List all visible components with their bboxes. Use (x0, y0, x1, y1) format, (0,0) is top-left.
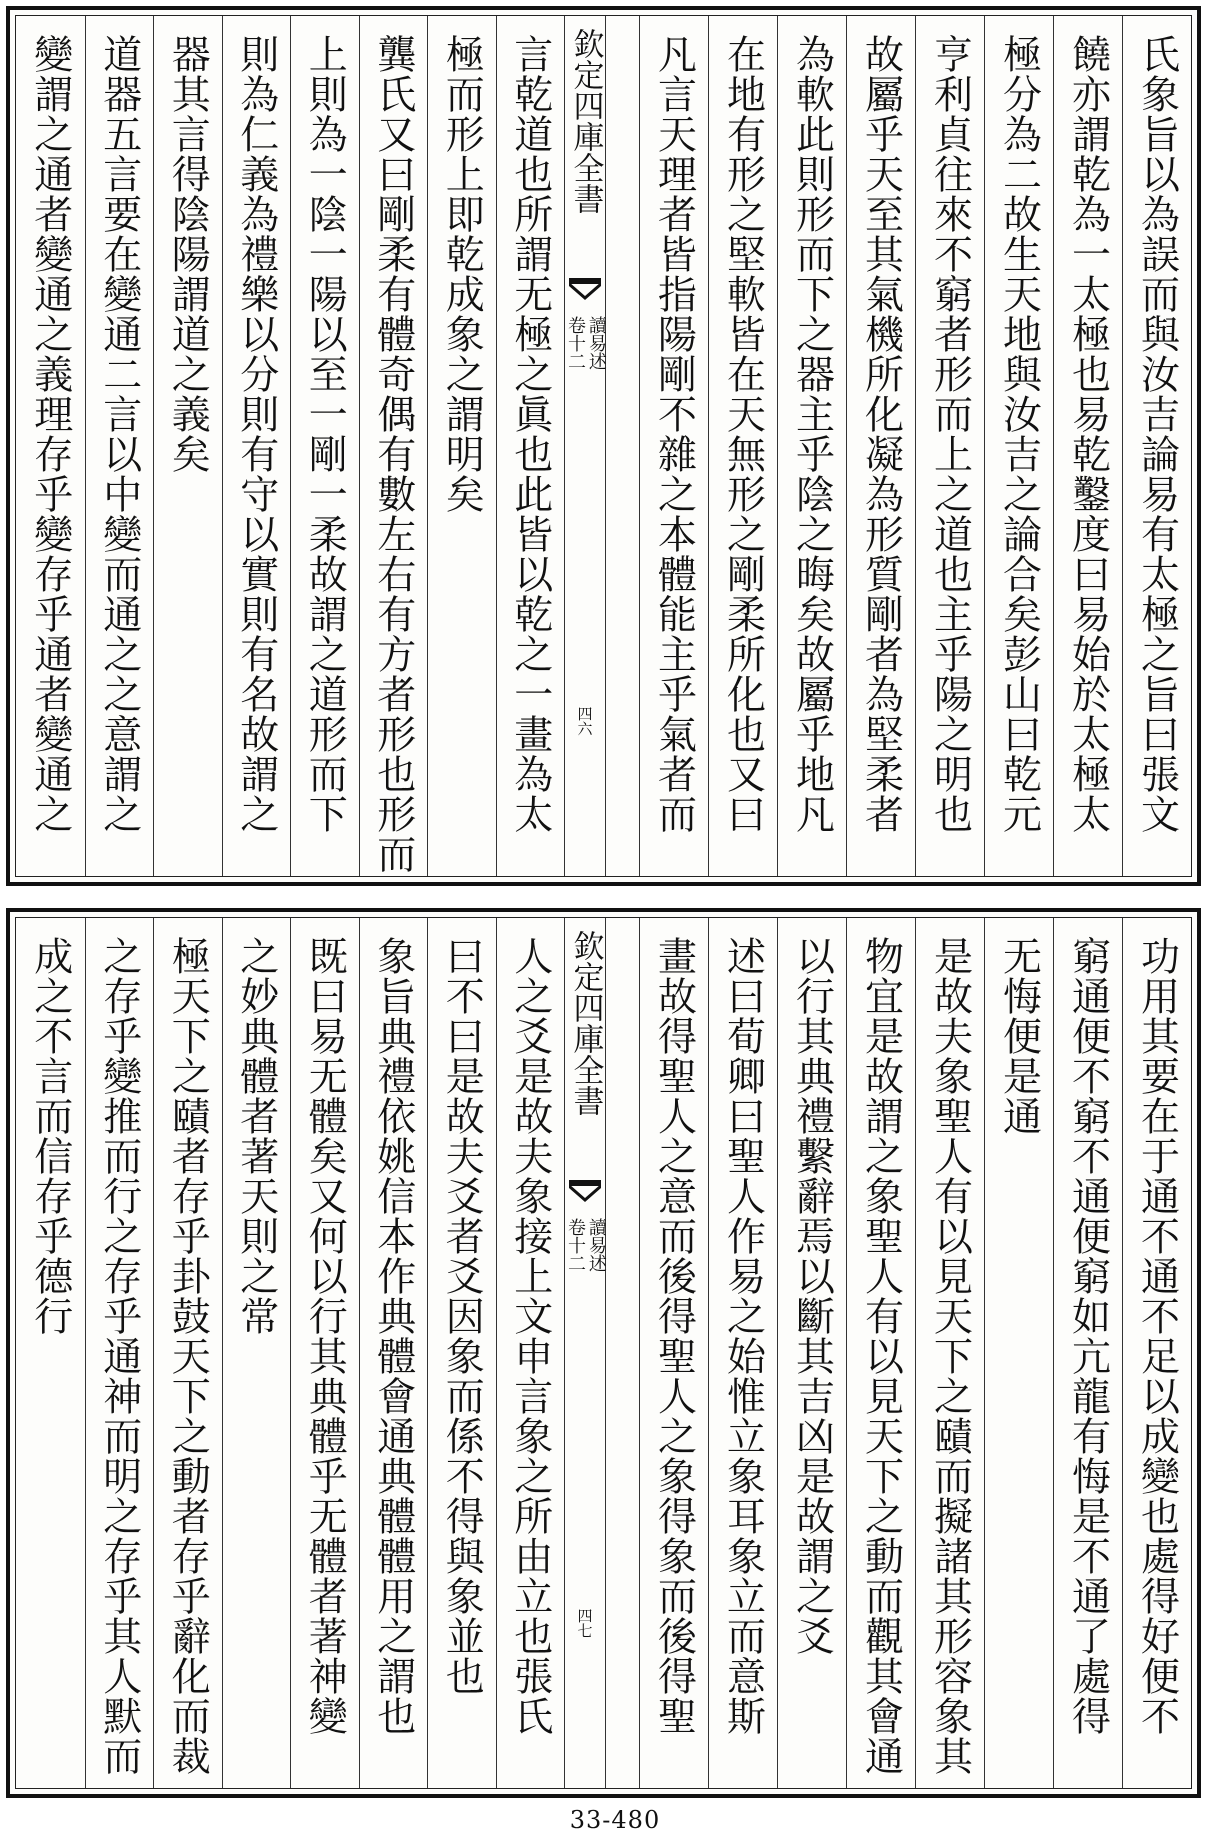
volume-label: 卷十二 (565, 316, 586, 370)
text-columns-left (16, 16, 564, 876)
text-column (290, 16, 359, 876)
text-column (846, 16, 915, 876)
text-columns-left (16, 918, 564, 1788)
text-column (915, 16, 984, 876)
text-column (639, 16, 708, 876)
text-column (1053, 16, 1122, 876)
folio-number: 四七 (575, 1608, 594, 1638)
text-column (846, 918, 915, 1788)
column-text: 亨利貞往來不窮者形而上之道也主乎陽之明也 (927, 34, 973, 834)
column-text: 窮通便不窮不通便窮如亢龍有悔是不通了處得 (1065, 936, 1111, 1736)
fish-tail-mark-icon (569, 1180, 601, 1202)
center-fold (564, 16, 606, 876)
column-text: 變謂之通者變通之義理存乎變存乎通者變通之 (27, 34, 73, 834)
text-column (427, 918, 496, 1788)
column-text: 畫故得聖人之意而後得聖人之象得象而後得聖 (651, 936, 697, 1736)
column-text: 人之爻是故夫象接上文申言象之所由立也張氏 (507, 936, 553, 1736)
text-columns-right (583, 918, 1191, 1788)
column-text: 既曰易无體矣又何以行其典體乎无體者著神變 (302, 936, 348, 1736)
column-text: 象旨典禮依姚信本作典體會通典體體用之謂也 (370, 936, 416, 1736)
column-text: 述曰荀卿曰聖人作易之始惟立象耳象立而意斯 (720, 936, 766, 1736)
column-text: 極天下之賾者存乎卦鼓天下之動者存乎辭化而裁 (165, 936, 211, 1776)
page-frame (15, 917, 1192, 1789)
column-text: 故屬乎天至其氣機所化凝為形質剛者為堅柔者 (858, 34, 904, 834)
center-fold (564, 918, 606, 1788)
text-column (984, 918, 1053, 1788)
page-top (6, 6, 1201, 886)
column-text: 之存乎變推而行之存乎通神而明之存乎其人默而 (96, 936, 142, 1776)
text-column (16, 918, 85, 1788)
text-column (496, 918, 565, 1788)
text-column (708, 16, 777, 876)
text-column (153, 918, 222, 1788)
text-column (359, 918, 428, 1788)
column-text: 之妙典體者著天則之常 (233, 936, 279, 1336)
text-column (290, 918, 359, 1788)
column-text: 龔氏又曰剛柔有體奇偶有數左右有方者形也形而 (370, 34, 416, 874)
column-text: 功用其要在于通不通不足以成變也處得好便不 (1134, 936, 1180, 1736)
book-title: 讀易述 (585, 1218, 607, 1272)
text-columns-right (583, 16, 1191, 876)
text-column (153, 16, 222, 876)
text-column (1053, 918, 1122, 1788)
folio-number: 四六 (575, 706, 594, 736)
fish-tail-mark-icon (569, 278, 601, 300)
column-text: 饒亦謂乾為一太極也易乾鑿度曰易始於太極太 (1065, 34, 1111, 834)
column-text: 在地有形之堅軟皆在天無形之剛柔所化也又曰 (720, 34, 766, 834)
text-column (222, 16, 291, 876)
column-text: 氏象旨以為誤而與汝吉論易有太極之旨曰張文 (1134, 34, 1180, 834)
text-column (359, 16, 428, 876)
column-text: 則為仁義為禮樂以分則有守以實則有名故謂之 (233, 34, 279, 834)
volume-label: 卷十二 (565, 1218, 586, 1272)
text-column (915, 918, 984, 1788)
column-text: 无悔便是通 (996, 936, 1042, 1136)
column-text: 極分為二故生天地與汝吉之論合矣彭山曰乾元 (996, 34, 1042, 834)
column-text: 道器五言要在變通二言以中變而通之之意謂之 (96, 34, 142, 834)
text-column (16, 16, 85, 876)
text-column (222, 918, 291, 1788)
text-column (427, 16, 496, 876)
column-text: 為軟此則形而下之器主乎陰之晦矣故屬乎地凡 (789, 34, 835, 834)
column-text: 物宜是故謂之象聖人有以見天下之動而觀其會通 (858, 936, 904, 1776)
text-column (984, 16, 1053, 876)
text-column (708, 918, 777, 1788)
text-column (1122, 918, 1191, 1788)
column-text: 言乾道也所謂无極之眞也此皆以乾之一畫為太 (507, 34, 553, 834)
column-text: 上則為一陰一陽以至一剛一柔故謂之道形而下 (302, 34, 348, 834)
footer-page-number: 33-480 (569, 1806, 661, 1834)
column-text: 以行其典禮繫辭焉以斷其吉凶是故謂之爻 (789, 936, 835, 1656)
page-frame (15, 15, 1192, 877)
text-column (496, 16, 565, 876)
text-column (639, 918, 708, 1788)
page-bottom (6, 908, 1201, 1798)
column-text: 曰不曰是故夫爻者爻因象而係不得與象並也 (439, 936, 485, 1696)
text-column (1122, 16, 1191, 876)
book-title: 讀易述 (585, 316, 607, 370)
book-series-title: 欽定四庫全書 (567, 28, 604, 214)
text-column (85, 918, 154, 1788)
column-text: 成之不言而信存乎德行 (27, 936, 73, 1336)
book-series-title: 欽定四庫全書 (567, 930, 604, 1116)
text-column (777, 16, 846, 876)
column-text: 極而形上即乾成象之謂明矣 (439, 34, 485, 514)
text-column (85, 16, 154, 876)
column-text: 凡言天理者皆指陽剛不雜之本體能主乎氣者而 (651, 34, 697, 834)
text-column (777, 918, 846, 1788)
column-text: 是故夫象聖人有以見天下之賾而擬諸其形容象其 (927, 936, 973, 1776)
column-text: 器其言得陰陽謂道之義矣 (165, 34, 211, 474)
